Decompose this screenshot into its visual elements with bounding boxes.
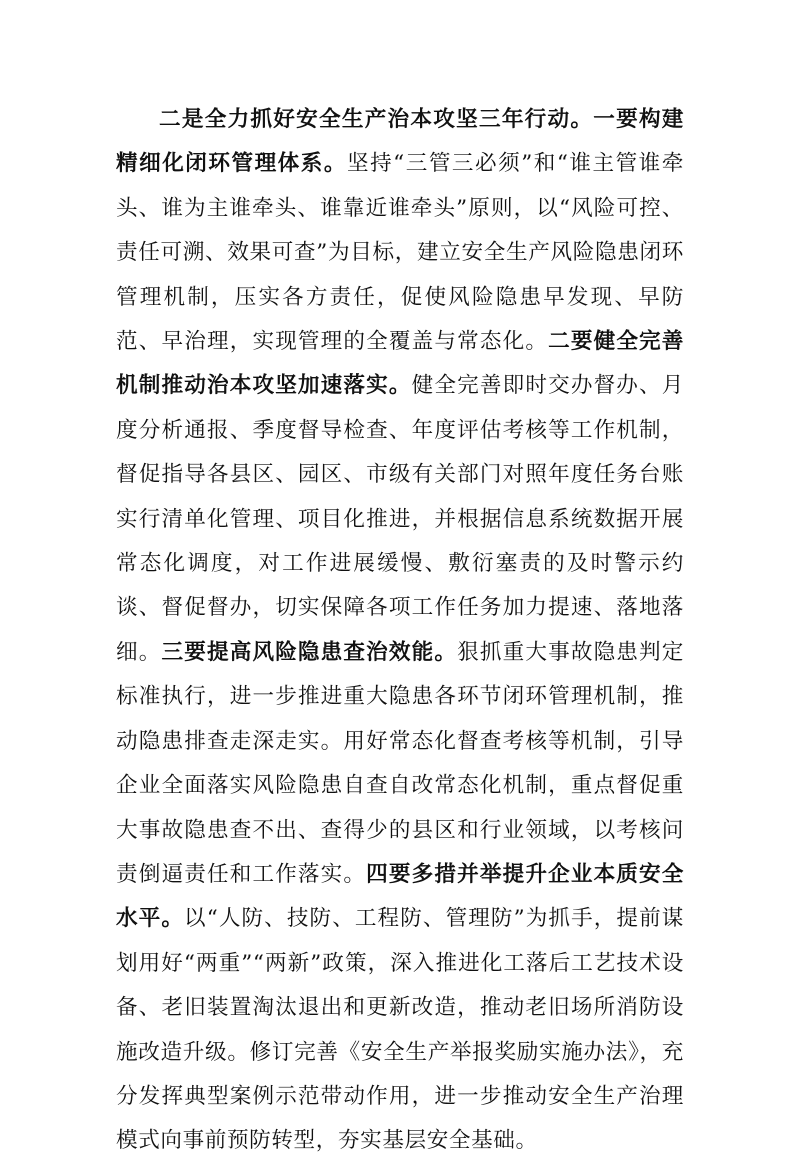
point-four-text: 以“人防、技防、工程防、管理防”为抓手，提前谋划用好“两重”“两新”政策，深入推进化工落后工艺技术设备、老旧装置淘汰退出和更新改造，推动老旧场所消防设施改造升级。修订完善《安全生产举报奖励实施办法》，充分发挥典型案例示范带动作用，进一步推动安全生产治理模式向事前预防转型，夯实基层安全基础。 <box>116 906 684 1154</box>
section-heading: 二是全力抓好安全生产治本攻坚三年行动。 <box>159 107 594 132</box>
body-paragraph <box>116 98 684 1164</box>
point-four-heading: 四要多措并举提升企业本质安全水平。 <box>116 861 684 932</box>
point-one-heading: 一要构建精细化闭环管理体系。 <box>116 107 684 177</box>
point-one-text: 坚持“三管三必须”和“谁主管谁牵头、谁为主谁牵头、谁靠近谁牵头”原则，以“风险可控、责任可溯、效果可查”为目标，建立安全生产风险隐患闭环管理机制，压实各方责任，促使风险隐患早发现、早防范、早治理，实现管理的全覆盖与常态化。 <box>116 151 684 355</box>
point-two-heading: 二要健全完善机制推动治本攻坚加速落实。 <box>116 329 684 399</box>
point-three-text: 狠抓重大事故隐患判定标准执行，进一步推进重大隐患各环节闭环管理机制，推动隐患排查走深走实。用好常态化督查考核等机制，引导企业全面落实风险隐患自查自改常态化机制，重点督促重大事故隐患查不出、查得少的县区和行业领域，以考核问责倒逼责任和工作落实。 <box>116 639 684 887</box>
point-two-text: 健全完善即时交办督办、月度分析通报、季度督导检查、年度评估考核等工作机制，督促指导各县区、园区、市级有关部门对照年度任务台账实行清单化管理、项目化推进，并根据信息系统数据开展常态化调度，对工作进展缓慢、敷衍塞责的及时警示约谈、督促督办，切实保障各项工作任务加力提速、落地落细。 <box>116 373 684 665</box>
point-three-heading: 三要提高风险隐患查治效能。 <box>161 639 458 665</box>
